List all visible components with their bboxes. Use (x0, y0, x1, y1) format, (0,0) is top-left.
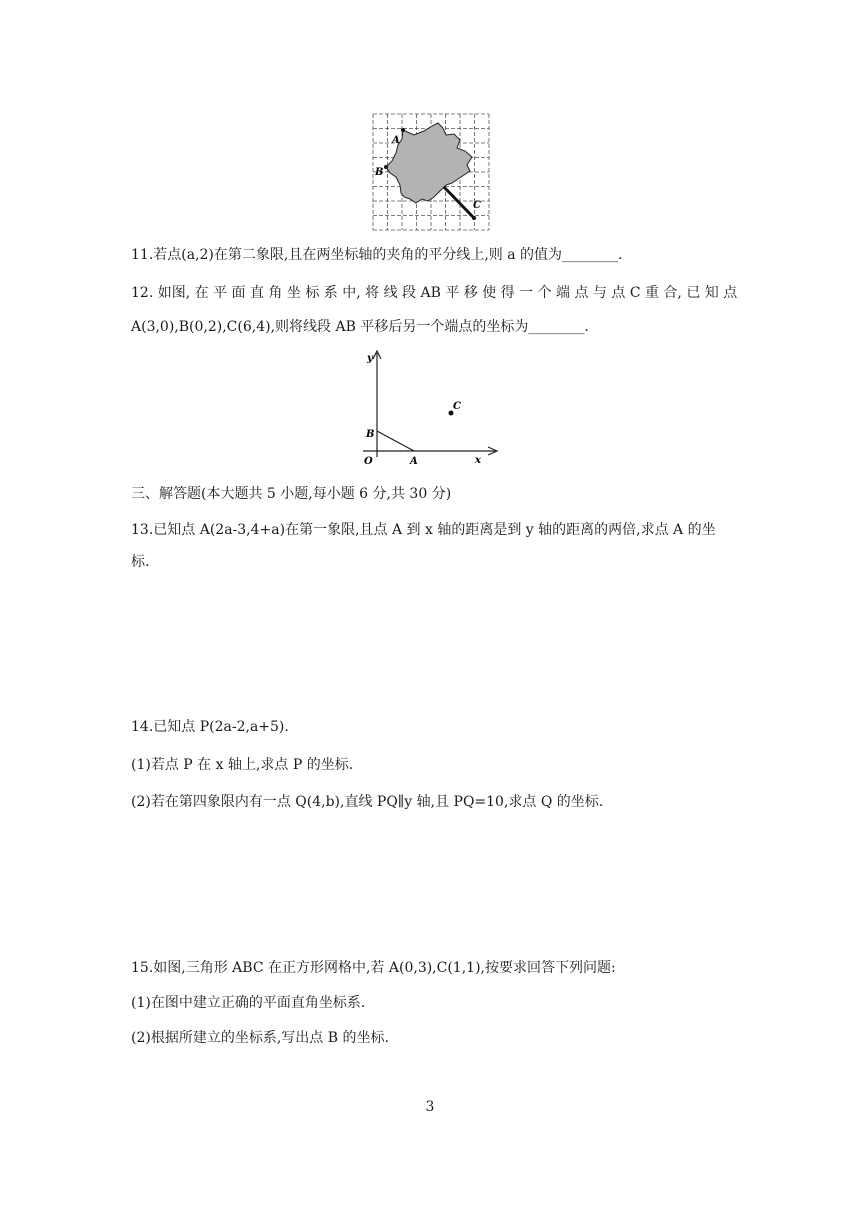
point-b-dot (384, 165, 388, 169)
question-12-line1: 12. 如图, 在 平 面 直 角 坐 标 系 中, 将 线 段 AB 平 移 使 得 一 个 端 点 与 点 C 重 合, 已 知 点 (131, 285, 738, 301)
question-13-line2: 标. (131, 554, 150, 570)
origin-label: O (364, 456, 373, 467)
question-11: 11.若点(a,2)在第二象限,且在两坐标轴的夹角的平分线上,则 a 的值为________. (131, 247, 623, 263)
leaf-grid-figure (372, 113, 490, 231)
point-c-dot (472, 216, 476, 220)
label-c: C (473, 200, 481, 211)
question-15-part1: (1)在图中建立正确的平面直角坐标系. (131, 995, 366, 1011)
question-15-part2: (2)根据所建立的坐标系,写出点 B 的坐标. (131, 1030, 389, 1046)
x-axis-label: x (475, 455, 481, 466)
question-12-line2: A(3,0),B(0,2),C(6,4),则将线段 AB 平移后另一个端点的坐标为________. (131, 319, 589, 335)
section-3-heading: 三、解答题(本大题共 5 小题,每小题 6 分,共 30 分) (131, 486, 452, 502)
question-15-stem: 15.如图,三角形 ABC 在正方形网格中,若 A(0,3),C(1,1),按要求回答下列问题: (131, 960, 616, 976)
page-number: 3 (425, 1099, 435, 1115)
label-b: B (375, 167, 384, 178)
label-c: C (453, 401, 461, 412)
coordinate-figure (360, 347, 502, 467)
label-a: A (410, 456, 418, 467)
question-14-stem: 14.已知点 P(2a-2,a+5). (131, 719, 289, 735)
axes (363, 351, 497, 457)
label-b: B (366, 429, 375, 440)
leaf-stem (444, 187, 474, 218)
point-a-dot (401, 128, 405, 132)
segment-ab (377, 431, 414, 451)
question-13-line1: 13.已知点 A(2a-3,4+a)在第一象限,且点 A 到 x 轴的距离是到 y 轴的距离的两倍,求点 A 的坐 (131, 522, 716, 538)
question-14-part1: (1)若点 P 在 x 轴上,求点 P 的坐标. (131, 757, 354, 773)
y-axis-label: y (367, 353, 373, 364)
question-14-part2: (2)若在第四象限内有一点 Q(4,b),直线 PQ∥y 轴,且 PQ=10,求点 Q 的坐标. (131, 794, 604, 810)
label-a: A (392, 135, 400, 146)
